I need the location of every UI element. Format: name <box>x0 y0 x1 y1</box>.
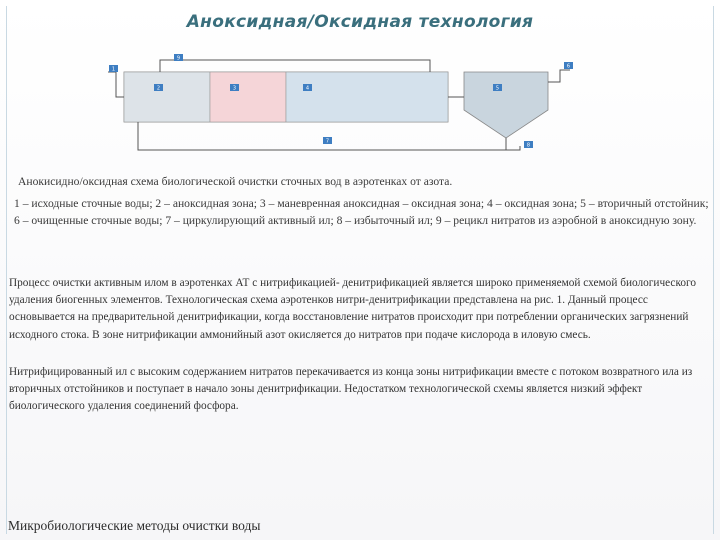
marker-2 <box>154 84 163 91</box>
diagram-caption-heading: Анокисидно/оксидная схема биологической очистки сточных вод в аэротенках от азота. <box>18 175 453 188</box>
body-paragraph-2: Нитрифицированный ил с высоким содержанием нитратов перекачивается из конца зоны нитрификации вместе с потоком возвратного ила из вторичных отстойников и поступает в начало зоны денитрификации. Недостатком технологической схемы является низкий эффект биологического удаления соединений фосфора. <box>9 366 693 413</box>
marker-6 <box>564 62 573 69</box>
svg-text:4: 4 <box>305 85 310 92</box>
svg-text:1: 1 <box>111 66 116 73</box>
svg-text:9: 9 <box>176 55 181 62</box>
marker-9 <box>174 54 183 61</box>
marker-1 <box>109 65 118 72</box>
process-diagram <box>0 0 720 170</box>
svg-text:8: 8 <box>526 142 531 149</box>
svg-text:5: 5 <box>495 85 500 92</box>
body-paragraph-1: Процесс очистки активным илом в аэротенках АТ с нитрификацией- денитрификацией является широко применяемой схемой биологического удаления биогенных элементов. Технологическая схема аэротенков нитри-денитрификации представлена на рис. 1. Данный процесс основывается на предварительной денитрификации, когда восстановление нитратов происходит при потреблении органических загрязнений исходного стока. В зоне нитрификации аммонийный азот окисляется до нитратов при подаче кислорода в иловую смесь. <box>9 277 697 341</box>
marker-8 <box>524 141 533 148</box>
marker-5 <box>493 84 502 91</box>
marker-4 <box>303 84 312 91</box>
marker-7 <box>323 137 332 144</box>
footer-title: Микробиологические методы очистки воды <box>8 518 261 533</box>
marker-3 <box>230 84 239 91</box>
swing-zone <box>210 72 286 122</box>
oxic-zone <box>286 72 448 122</box>
svg-text:2: 2 <box>156 85 161 92</box>
svg-text:7: 7 <box>325 138 330 145</box>
svg-text:3: 3 <box>232 85 237 92</box>
diagram-caption-legend: 1 – исходные сточные воды; 2 – аноксидная зона; 3 – маневренная аноксидная – оксидная зона; 4 – оксидная зона; 5 – вторичный отстойник; 6 – очищенные сточные воды; 7 – циркулирующий активный ил; 8 – избыточный ил; 9 – рецикл нитратов из аэробной в аноксидную зону. <box>14 197 709 227</box>
anoxic-zone <box>124 72 210 122</box>
svg-text:6: 6 <box>566 63 571 70</box>
secondary-clarifier <box>464 72 548 138</box>
slide-title: Аноксидная/Оксидная технология <box>186 12 534 32</box>
